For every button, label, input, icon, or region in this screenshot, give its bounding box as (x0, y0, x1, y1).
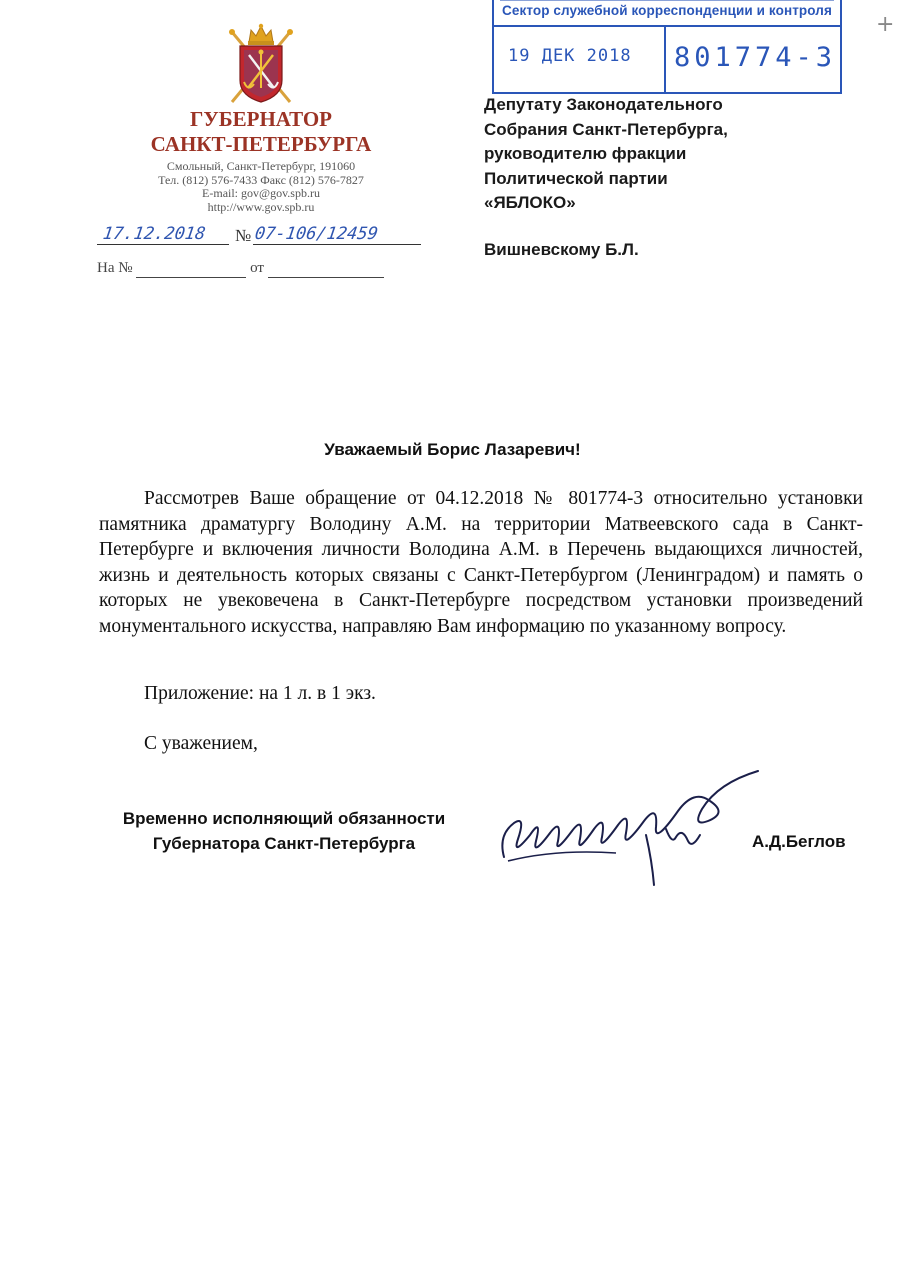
number-underline (253, 244, 421, 245)
signer-name: А.Д.Беглов (752, 832, 846, 851)
governor-title (130, 107, 392, 157)
stamp-number: 801774-3 (674, 42, 837, 73)
closing: С уважением, (144, 733, 258, 754)
stamp-column-divider (664, 25, 666, 92)
handwritten-signature (496, 765, 786, 895)
recipient-line: Собрания Санкт-Петербурга, (484, 119, 728, 139)
governor-title-line2: САНКТ-ПЕТЕРБУРГА (150, 132, 372, 156)
signer-title-line2: Губернатора Санкт-Петербурга (152, 834, 416, 853)
outgoing-number: 07-106/12459 (253, 224, 380, 244)
incoming-number-blank (136, 260, 246, 278)
recipient-line: Депутату Законодательного (484, 95, 723, 114)
incoming-date-blank (268, 260, 384, 278)
website: http://www.gov.spb.ru (207, 199, 315, 214)
recipient-block (484, 93, 784, 216)
incoming-label: На № (97, 260, 133, 276)
date-underline (97, 244, 229, 245)
recipient-line: Политической партии (484, 168, 668, 188)
letterhead-contacts (130, 160, 392, 214)
recipient-line: «ЯБЛОКО» (484, 193, 576, 212)
registration-stamp (492, 0, 842, 94)
governor-title-line1: ГУБЕРНАТОР (189, 107, 333, 131)
recipient-line: руководителю фракции (484, 144, 687, 163)
stamp-divider (494, 25, 840, 27)
body-paragraph: Рассмотрев Ваше обращение от 04.12.2018 № 801774-3 относительно установки памятника драматургу Володину А.М. на территории Матвеевского сада в Санкт-Петербурге и включения личности Володина А.М. в Перечень выдающихся личностей, жизнь и деятельность которых связаны с Санкт-Петербургом (Ленинградом) и память о которых не увековечена в Санкт-Петербурге посредством установки произведений монументального искусства, направляю Вам информацию по указанному вопросу. (99, 488, 863, 637)
salutation: Уважаемый Борис Лазаревич! (324, 440, 581, 459)
address: Смольный, Санкт-Петербург, 191060 (166, 159, 356, 173)
email: E-mail: gov@gov.spb.ru (202, 186, 320, 201)
outgoing-registration (97, 222, 427, 250)
incoming-reference (97, 260, 427, 278)
corner-mark: + (876, 12, 895, 37)
appendix-note: Приложение: на 1 л. в 1 экз. (144, 683, 376, 704)
phone-fax: Тел. (812) 576-7433 Факс (812) 576-7827 (158, 172, 364, 187)
stamp-sector-label: Сектор служебной корреспонденции и контроля (502, 3, 832, 18)
stamp-date: 19 ДЕК 2018 (508, 46, 632, 66)
coat-of-arms-icon (224, 22, 298, 110)
number-sign: № (235, 226, 252, 245)
incoming-from-label: от (250, 260, 264, 276)
recipient-name: Вишневскому Б.Л. (484, 240, 639, 259)
signer-title-line1: Временно исполняющий обязанности (122, 809, 446, 828)
signer-title (99, 806, 469, 856)
outgoing-date: 17.12.2018 (101, 224, 207, 244)
